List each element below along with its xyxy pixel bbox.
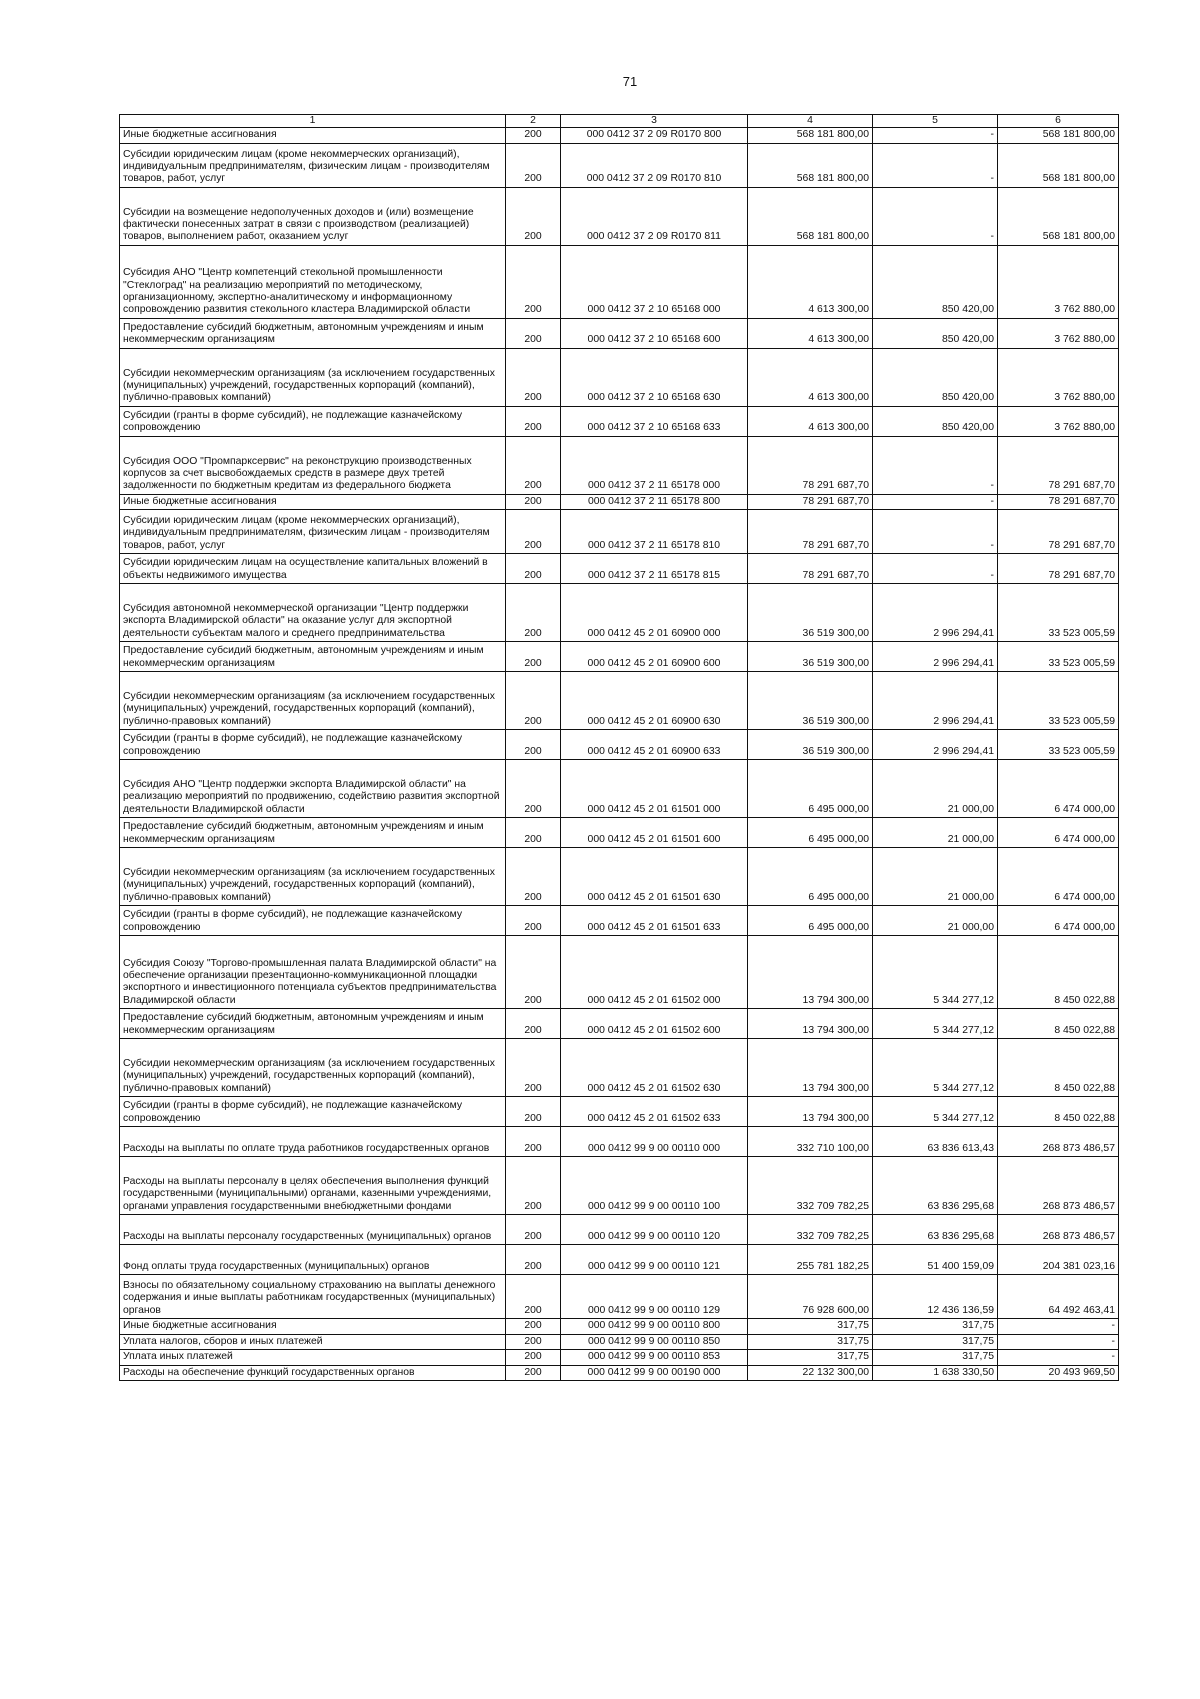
row-approved-cell: 78 291 687,70 bbox=[748, 494, 873, 509]
row-classifier-cell: 000 0412 37 2 11 65178 815 bbox=[561, 554, 748, 584]
row-classifier-cell: 000 0412 37 2 09 R0170 810 bbox=[561, 143, 748, 187]
row-executed-cell: 850 420,00 bbox=[873, 245, 998, 318]
row-classifier-cell: 000 0412 99 9 00 00110 129 bbox=[561, 1275, 748, 1319]
table-row bbox=[120, 760, 1119, 818]
table-row bbox=[120, 1350, 1119, 1365]
row-approved-cell: 13 794 300,00 bbox=[748, 936, 873, 1009]
row-classifier-cell: 000 0412 37 2 10 65168 633 bbox=[561, 406, 748, 436]
row-name-cell: Фонд оплаты труда государственных (муниципальных) органов bbox=[120, 1245, 506, 1275]
table-row bbox=[120, 672, 1119, 730]
row-unexecuted-cell: 268 873 486,57 bbox=[998, 1127, 1119, 1157]
row-classifier-cell: 000 0412 37 2 11 65178 800 bbox=[561, 494, 748, 509]
row-classifier-cell: 000 0412 99 9 00 00110 853 bbox=[561, 1350, 748, 1365]
row-classifier-cell: 000 0412 99 9 00 00190 000 bbox=[561, 1365, 748, 1380]
row-name-cell: Субсидия автономной некоммерческой организации "Центр поддержки экспорта Владимирской области" на оказание услуг для экспортной деятельности субъектам малого и среднего предпринимательства bbox=[120, 584, 506, 642]
row-name-cell: Субсидии на возмещение недополученных доходов и (или) возмещение фактически понесенных затрат в связи с производством (реализацией) товаров, выполнением работ, оказанием услуг bbox=[120, 187, 506, 245]
row-approved-cell: 13 794 300,00 bbox=[748, 1097, 873, 1127]
row-executed-cell: 51 400 159,09 bbox=[873, 1245, 998, 1275]
table-row bbox=[120, 406, 1119, 436]
row-code-cell: 200 bbox=[506, 187, 561, 245]
row-name-cell: Взносы по обязательному социальному страхованию на выплаты денежного содержания и иные выплаты работникам государственных (муниципальных) органов bbox=[120, 1275, 506, 1319]
row-classifier-cell: 000 0412 37 2 11 65178 810 bbox=[561, 510, 748, 554]
row-code-cell: 200 bbox=[506, 1009, 561, 1039]
row-approved-cell: 6 495 000,00 bbox=[748, 818, 873, 848]
table-row bbox=[120, 494, 1119, 509]
row-code-cell: 200 bbox=[506, 1319, 561, 1334]
row-name-cell: Субсидии (гранты в форме субсидий), не подлежащие казначейскому сопровождению bbox=[120, 730, 506, 760]
row-approved-cell: 22 132 300,00 bbox=[748, 1365, 873, 1380]
table-body bbox=[120, 128, 1119, 1381]
row-classifier-cell: 000 0412 45 2 01 60900 600 bbox=[561, 642, 748, 672]
row-executed-cell: - bbox=[873, 554, 998, 584]
row-unexecuted-cell: 568 181 800,00 bbox=[998, 143, 1119, 187]
row-classifier-cell: 000 0412 37 2 10 65168 600 bbox=[561, 318, 748, 348]
row-executed-cell: 21 000,00 bbox=[873, 906, 998, 936]
row-unexecuted-cell: 33 523 005,59 bbox=[998, 642, 1119, 672]
row-approved-cell: 332 709 782,25 bbox=[748, 1157, 873, 1215]
row-classifier-cell: 000 0412 45 2 01 61502 600 bbox=[561, 1009, 748, 1039]
row-executed-cell: - bbox=[873, 494, 998, 509]
row-executed-cell: 63 836 295,68 bbox=[873, 1157, 998, 1215]
table-row bbox=[120, 1009, 1119, 1039]
row-classifier-cell: 000 0412 99 9 00 00110 100 bbox=[561, 1157, 748, 1215]
row-name-cell: Субсидия ООО "Промпарксервис" на реконструкцию производственных корпусов за счет высвобождаемых средств в размере двух третей задолженности по бюджетным кредитам из федерального бюджета bbox=[120, 436, 506, 494]
table-row bbox=[120, 318, 1119, 348]
row-executed-cell: 12 436 136,59 bbox=[873, 1275, 998, 1319]
row-classifier-cell: 000 0412 99 9 00 00110 850 bbox=[561, 1334, 748, 1349]
row-executed-cell: 63 836 613,43 bbox=[873, 1127, 998, 1157]
row-unexecuted-cell: 568 181 800,00 bbox=[998, 187, 1119, 245]
row-name-cell: Субсидии некоммерческим организациям (за исключением государственных (муниципальных) учреждений, государственных корпораций (компаний), публично-правовых компаний) bbox=[120, 348, 506, 406]
row-approved-cell: 78 291 687,70 bbox=[748, 510, 873, 554]
row-unexecuted-cell: 33 523 005,59 bbox=[998, 730, 1119, 760]
row-name-cell: Предоставление субсидий бюджетным, автономным учреждениям и иным некоммерческим организациям bbox=[120, 818, 506, 848]
row-name-cell: Расходы на выплаты персоналу в целях обеспечения выполнения функций государственными (муниципальными) органами, казенными учреждениями, органами управления государственными внебюджетными фондами bbox=[120, 1157, 506, 1215]
row-executed-cell: - bbox=[873, 510, 998, 554]
row-classifier-cell: 000 0412 99 9 00 00110 121 bbox=[561, 1245, 748, 1275]
row-approved-cell: 78 291 687,70 bbox=[748, 554, 873, 584]
page-number: 71 bbox=[622, 74, 638, 89]
row-executed-cell: 2 996 294,41 bbox=[873, 672, 998, 730]
row-approved-cell: 76 928 600,00 bbox=[748, 1275, 873, 1319]
row-code-cell: 200 bbox=[506, 406, 561, 436]
row-unexecuted-cell: 8 450 022,88 bbox=[998, 1039, 1119, 1097]
row-executed-cell: - bbox=[873, 128, 998, 143]
table-row bbox=[120, 1157, 1119, 1215]
row-code-cell: 200 bbox=[506, 494, 561, 509]
row-code-cell: 200 bbox=[506, 1365, 561, 1380]
row-executed-cell: 1 638 330,50 bbox=[873, 1365, 998, 1380]
row-classifier-cell: 000 0412 45 2 01 61501 630 bbox=[561, 848, 748, 906]
row-unexecuted-cell: 3 762 880,00 bbox=[998, 318, 1119, 348]
row-classifier-cell: 000 0412 37 2 09 R0170 800 bbox=[561, 128, 748, 143]
row-code-cell: 200 bbox=[506, 936, 561, 1009]
row-name-cell: Субсидия АНО "Центр компетенций стекольной промышленности "Стеклоград" на реализацию мероприятий по методическому, организационному, экспертно-аналитическому и информационному сопровождению развития стекольного кластера Владимирской области bbox=[120, 245, 506, 318]
table-row bbox=[120, 1245, 1119, 1275]
row-executed-cell: - bbox=[873, 436, 998, 494]
table-row bbox=[120, 348, 1119, 406]
table-row bbox=[120, 818, 1119, 848]
column-header-3: 3 bbox=[561, 115, 748, 128]
table-row bbox=[120, 554, 1119, 584]
row-unexecuted-cell: 78 291 687,70 bbox=[998, 494, 1119, 509]
table-row bbox=[120, 936, 1119, 1009]
row-approved-cell: 36 519 300,00 bbox=[748, 642, 873, 672]
row-unexecuted-cell: 6 474 000,00 bbox=[998, 818, 1119, 848]
row-name-cell: Предоставление субсидий бюджетным, автономным учреждениям и иным некоммерческим организациям bbox=[120, 1009, 506, 1039]
row-unexecuted-cell: 78 291 687,70 bbox=[998, 554, 1119, 584]
row-approved-cell: 317,75 bbox=[748, 1319, 873, 1334]
row-classifier-cell: 000 0412 37 2 10 65168 630 bbox=[561, 348, 748, 406]
row-executed-cell: 850 420,00 bbox=[873, 348, 998, 406]
row-name-cell: Субсидии некоммерческим организациям (за исключением государственных (муниципальных) учреждений, государственных корпораций (компаний), публично-правовых компаний) bbox=[120, 672, 506, 730]
row-name-cell: Субсидии (гранты в форме субсидий), не подлежащие казначейскому сопровождению bbox=[120, 406, 506, 436]
row-executed-cell: 21 000,00 bbox=[873, 760, 998, 818]
row-name-cell: Субсидии (гранты в форме субсидий), не подлежащие казначейскому сопровождению bbox=[120, 906, 506, 936]
row-unexecuted-cell: 33 523 005,59 bbox=[998, 584, 1119, 642]
row-unexecuted-cell: 3 762 880,00 bbox=[998, 348, 1119, 406]
row-executed-cell: 21 000,00 bbox=[873, 818, 998, 848]
row-name-cell: Субсидии юридическим лицам (кроме некоммерческих организаций), индивидуальным предпринимателям, физическим лицам - производителям товаров, работ, услуг bbox=[120, 143, 506, 187]
row-unexecuted-cell: - bbox=[998, 1319, 1119, 1334]
row-unexecuted-cell: - bbox=[998, 1334, 1119, 1349]
row-approved-cell: 568 181 800,00 bbox=[748, 128, 873, 143]
row-executed-cell: 5 344 277,12 bbox=[873, 1097, 998, 1127]
row-classifier-cell: 000 0412 45 2 01 60900 000 bbox=[561, 584, 748, 642]
row-approved-cell: 13 794 300,00 bbox=[748, 1039, 873, 1097]
row-executed-cell: 21 000,00 bbox=[873, 848, 998, 906]
table-row bbox=[120, 848, 1119, 906]
row-name-cell: Уплата налогов, сборов и иных платежей bbox=[120, 1334, 506, 1349]
row-name-cell: Субсидии некоммерческим организациям (за исключением государственных (муниципальных) учреждений, государственных корпораций (компаний), публично-правовых компаний) bbox=[120, 848, 506, 906]
row-code-cell: 200 bbox=[506, 1350, 561, 1365]
row-code-cell: 200 bbox=[506, 1157, 561, 1215]
row-classifier-cell: 000 0412 45 2 01 61502 000 bbox=[561, 936, 748, 1009]
row-unexecuted-cell: 6 474 000,00 bbox=[998, 906, 1119, 936]
row-unexecuted-cell: 78 291 687,70 bbox=[998, 436, 1119, 494]
table-row bbox=[120, 642, 1119, 672]
row-code-cell: 200 bbox=[506, 1097, 561, 1127]
row-approved-cell: 568 181 800,00 bbox=[748, 143, 873, 187]
row-unexecuted-cell: 78 291 687,70 bbox=[998, 510, 1119, 554]
row-name-cell: Предоставление субсидий бюджетным, автономным учреждениям и иным некоммерческим организациям bbox=[120, 318, 506, 348]
row-approved-cell: 332 710 100,00 bbox=[748, 1127, 873, 1157]
row-name-cell: Субсидии (гранты в форме субсидий), не подлежащие казначейскому сопровождению bbox=[120, 1097, 506, 1127]
row-approved-cell: 78 291 687,70 bbox=[748, 436, 873, 494]
column-header-4: 4 bbox=[748, 115, 873, 128]
row-code-cell: 200 bbox=[506, 1039, 561, 1097]
row-code-cell: 200 bbox=[506, 554, 561, 584]
row-unexecuted-cell: 8 450 022,88 bbox=[998, 1097, 1119, 1127]
row-approved-cell: 6 495 000,00 bbox=[748, 848, 873, 906]
row-code-cell: 200 bbox=[506, 906, 561, 936]
row-approved-cell: 4 613 300,00 bbox=[748, 318, 873, 348]
row-executed-cell: 317,75 bbox=[873, 1319, 998, 1334]
row-executed-cell: - bbox=[873, 143, 998, 187]
column-number-header bbox=[120, 115, 1119, 128]
row-code-cell: 200 bbox=[506, 1215, 561, 1245]
row-name-cell: Субсидия АНО "Центр поддержки экспорта Владимирской области" на реализацию мероприятий по продвижению, содействию развития экспортной деятельности Владимирской области bbox=[120, 760, 506, 818]
row-classifier-cell: 000 0412 45 2 01 61501 633 bbox=[561, 906, 748, 936]
row-executed-cell: 2 996 294,41 bbox=[873, 730, 998, 760]
table-row bbox=[120, 730, 1119, 760]
row-code-cell: 200 bbox=[506, 348, 561, 406]
row-name-cell: Субсидии юридическим лицам (кроме некоммерческих организаций), индивидуальным предпринимателям, физическим лицам - производителям товаров, работ, услуг bbox=[120, 510, 506, 554]
table-row bbox=[120, 1275, 1119, 1319]
row-unexecuted-cell: 8 450 022,88 bbox=[998, 936, 1119, 1009]
row-code-cell: 200 bbox=[506, 1275, 561, 1319]
row-approved-cell: 568 181 800,00 bbox=[748, 187, 873, 245]
row-classifier-cell: 000 0412 45 2 01 61501 600 bbox=[561, 818, 748, 848]
row-approved-cell: 317,75 bbox=[748, 1334, 873, 1349]
row-code-cell: 200 bbox=[506, 672, 561, 730]
row-classifier-cell: 000 0412 37 2 09 R0170 811 bbox=[561, 187, 748, 245]
row-approved-cell: 13 794 300,00 bbox=[748, 1009, 873, 1039]
row-unexecuted-cell: 6 474 000,00 bbox=[998, 760, 1119, 818]
row-unexecuted-cell: 6 474 000,00 bbox=[998, 848, 1119, 906]
column-header-2: 2 bbox=[506, 115, 561, 128]
row-approved-cell: 4 613 300,00 bbox=[748, 245, 873, 318]
row-classifier-cell: 000 0412 99 9 00 00110 800 bbox=[561, 1319, 748, 1334]
row-unexecuted-cell: 3 762 880,00 bbox=[998, 406, 1119, 436]
row-classifier-cell: 000 0412 45 2 01 61502 633 bbox=[561, 1097, 748, 1127]
row-name-cell: Уплата иных платежей bbox=[120, 1350, 506, 1365]
table-row bbox=[120, 245, 1119, 318]
table-row bbox=[120, 906, 1119, 936]
table-row bbox=[120, 510, 1119, 554]
row-executed-cell: 2 996 294,41 bbox=[873, 584, 998, 642]
row-executed-cell: 850 420,00 bbox=[873, 318, 998, 348]
row-code-cell: 200 bbox=[506, 818, 561, 848]
table-row bbox=[120, 128, 1119, 143]
row-executed-cell: 5 344 277,12 bbox=[873, 936, 998, 1009]
row-code-cell: 200 bbox=[506, 245, 561, 318]
table-row bbox=[120, 1334, 1119, 1349]
row-unexecuted-cell: 33 523 005,59 bbox=[998, 672, 1119, 730]
row-name-cell: Расходы на выплаты по оплате труда работников государственных органов bbox=[120, 1127, 506, 1157]
row-unexecuted-cell: 3 762 880,00 bbox=[998, 245, 1119, 318]
row-unexecuted-cell: 268 873 486,57 bbox=[998, 1215, 1119, 1245]
row-name-cell: Предоставление субсидий бюджетным, автономным учреждениям и иным некоммерческим организациям bbox=[120, 642, 506, 672]
row-executed-cell: 2 996 294,41 bbox=[873, 642, 998, 672]
row-code-cell: 200 bbox=[506, 848, 561, 906]
table-row bbox=[120, 1365, 1119, 1380]
row-name-cell: Иные бюджетные ассигнования bbox=[120, 1319, 506, 1334]
row-approved-cell: 317,75 bbox=[748, 1350, 873, 1365]
table-row bbox=[120, 584, 1119, 642]
row-code-cell: 200 bbox=[506, 128, 561, 143]
row-executed-cell: 63 836 295,68 bbox=[873, 1215, 998, 1245]
column-header-6: 6 bbox=[998, 115, 1119, 128]
row-code-cell: 200 bbox=[506, 642, 561, 672]
row-executed-cell: - bbox=[873, 187, 998, 245]
row-name-cell: Иные бюджетные ассигнования bbox=[120, 494, 506, 509]
row-code-cell: 200 bbox=[506, 318, 561, 348]
column-header-1: 1 bbox=[120, 115, 506, 128]
row-code-cell: 200 bbox=[506, 143, 561, 187]
row-name-cell: Субсидии юридическим лицам на осуществление капитальных вложений в объекты недвижимого имущества bbox=[120, 554, 506, 584]
row-approved-cell: 36 519 300,00 bbox=[748, 672, 873, 730]
table-row bbox=[120, 1215, 1119, 1245]
row-approved-cell: 6 495 000,00 bbox=[748, 760, 873, 818]
row-code-cell: 200 bbox=[506, 1245, 561, 1275]
row-approved-cell: 4 613 300,00 bbox=[748, 348, 873, 406]
row-classifier-cell: 000 0412 45 2 01 60900 630 bbox=[561, 672, 748, 730]
table-row bbox=[120, 1127, 1119, 1157]
row-executed-cell: 5 344 277,12 bbox=[873, 1009, 998, 1039]
row-code-cell: 200 bbox=[506, 760, 561, 818]
row-code-cell: 200 bbox=[506, 584, 561, 642]
row-classifier-cell: 000 0412 99 9 00 00110 000 bbox=[561, 1127, 748, 1157]
row-unexecuted-cell: 8 450 022,88 bbox=[998, 1009, 1119, 1039]
row-approved-cell: 332 709 782,25 bbox=[748, 1215, 873, 1245]
row-code-cell: 200 bbox=[506, 1334, 561, 1349]
table-row bbox=[120, 143, 1119, 187]
row-executed-cell: 5 344 277,12 bbox=[873, 1039, 998, 1097]
row-unexecuted-cell: - bbox=[998, 1350, 1119, 1365]
row-unexecuted-cell: 568 181 800,00 bbox=[998, 128, 1119, 143]
row-code-cell: 200 bbox=[506, 730, 561, 760]
row-classifier-cell: 000 0412 37 2 10 65168 000 bbox=[561, 245, 748, 318]
row-approved-cell: 6 495 000,00 bbox=[748, 906, 873, 936]
row-approved-cell: 36 519 300,00 bbox=[748, 584, 873, 642]
row-approved-cell: 36 519 300,00 bbox=[748, 730, 873, 760]
row-name-cell: Иные бюджетные ассигнования bbox=[120, 128, 506, 143]
row-classifier-cell: 000 0412 37 2 11 65178 000 bbox=[561, 436, 748, 494]
row-approved-cell: 4 613 300,00 bbox=[748, 406, 873, 436]
row-code-cell: 200 bbox=[506, 510, 561, 554]
row-unexecuted-cell: 20 493 969,50 bbox=[998, 1365, 1119, 1380]
row-name-cell: Субсидия Союзу "Торгово-промышленная палата Владимирской области" на обеспечение организации презентационно-коммуникационной площадки экспортного и инвестиционного потенциала субъектов предпринимательства Владимирской области bbox=[120, 936, 506, 1009]
row-executed-cell: 317,75 bbox=[873, 1334, 998, 1349]
row-name-cell: Расходы на выплаты персоналу государственных (муниципальных) органов bbox=[120, 1215, 506, 1245]
table-row bbox=[120, 1097, 1119, 1127]
row-classifier-cell: 000 0412 45 2 01 60900 633 bbox=[561, 730, 748, 760]
budget-execution-table bbox=[119, 114, 1119, 1381]
row-classifier-cell: 000 0412 45 2 01 61502 630 bbox=[561, 1039, 748, 1097]
row-classifier-cell: 000 0412 45 2 01 61501 000 bbox=[561, 760, 748, 818]
table-row bbox=[120, 187, 1119, 245]
row-name-cell: Расходы на обеспечение функций государственных органов bbox=[120, 1365, 506, 1380]
table-row bbox=[120, 1319, 1119, 1334]
table-row bbox=[120, 1039, 1119, 1097]
row-name-cell: Субсидии некоммерческим организациям (за исключением государственных (муниципальных) учреждений, государственных корпораций (компаний), публично-правовых компаний) bbox=[120, 1039, 506, 1097]
row-executed-cell: 317,75 bbox=[873, 1350, 998, 1365]
row-executed-cell: 850 420,00 bbox=[873, 406, 998, 436]
column-header-5: 5 bbox=[873, 115, 998, 128]
table-row bbox=[120, 436, 1119, 494]
row-code-cell: 200 bbox=[506, 1127, 561, 1157]
row-unexecuted-cell: 268 873 486,57 bbox=[998, 1157, 1119, 1215]
row-unexecuted-cell: 64 492 463,41 bbox=[998, 1275, 1119, 1319]
row-unexecuted-cell: 204 381 023,16 bbox=[998, 1245, 1119, 1275]
row-classifier-cell: 000 0412 99 9 00 00110 120 bbox=[561, 1215, 748, 1245]
row-approved-cell: 255 781 182,25 bbox=[748, 1245, 873, 1275]
row-code-cell: 200 bbox=[506, 436, 561, 494]
